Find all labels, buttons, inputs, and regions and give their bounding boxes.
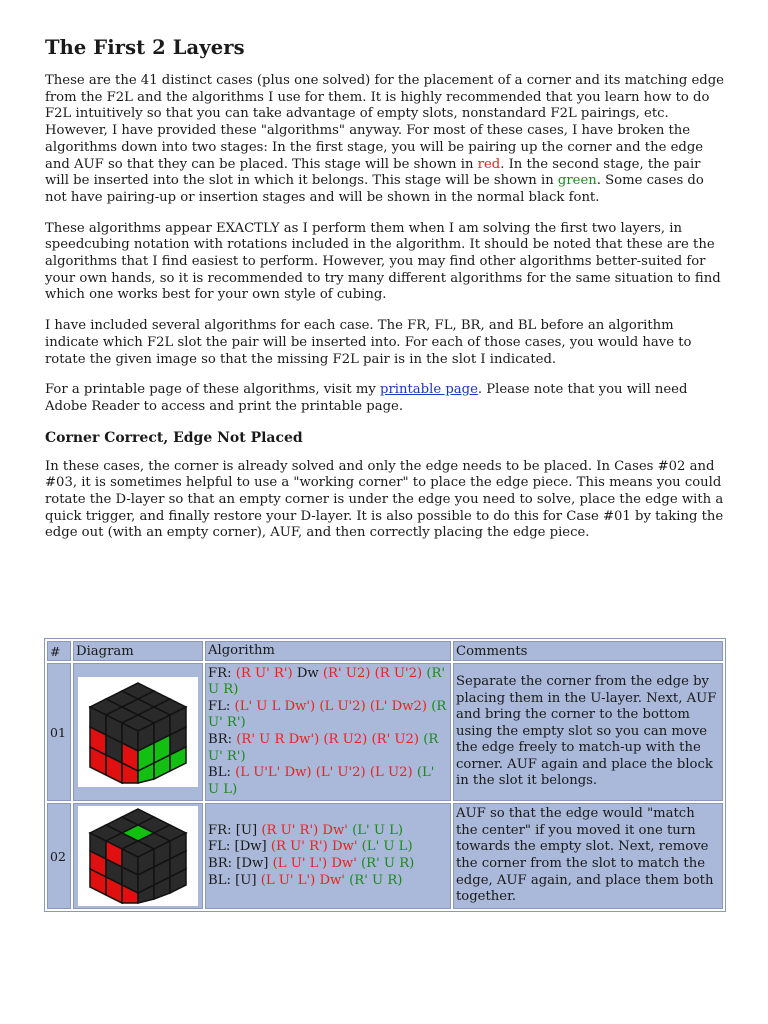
- section-paragraph: In these cases, the corner is already solved and only the edge needs to be placed. In Cases #02 and #03, it is sometimes helpful to use a "working corner" to place the edge piece. This means you could rotate the D-layer so that an empty corner is under the edge you need to solve, place the edge with a quick trigger, and finally restore your D-layer. It is also possible to do this for Case #01 by taking the edge out (with an empty corner), AUF, and then correctly placing the edge piece.: [45, 458, 724, 541]
- algorithm-bl: [208, 765, 448, 798]
- algorithm-br: [208, 732, 448, 765]
- table-header-row: [47, 641, 723, 661]
- pairing-stage: (R' U2) (R U'2): [322, 665, 423, 681]
- slot-label: BR:: [208, 856, 237, 871]
- cube-case-02-icon: [82, 807, 194, 905]
- algorithm-bl: [208, 873, 448, 890]
- pairing-stage: (L' U L Dw') (L U'2) (L' Dw2): [234, 698, 428, 714]
- table-row: [47, 663, 723, 801]
- cube-case-01-icon: [82, 679, 194, 785]
- auf-move: [Dw]: [236, 856, 273, 871]
- slot-label: FL:: [208, 839, 235, 855]
- printable-page-link[interactable]: printable page: [380, 382, 478, 398]
- algorithm-br: [208, 856, 448, 873]
- red-word: red: [477, 156, 501, 172]
- pairing-stage: (R' U R Dw') (R U2) (R' U2): [236, 732, 420, 747]
- slot-label: FL:: [208, 698, 235, 714]
- slot-label: FR:: [208, 665, 236, 681]
- slot-label: BL:: [208, 765, 236, 781]
- algorithm-fl: [208, 699, 448, 732]
- pairing-stage: (L U' L') Dw': [272, 856, 357, 871]
- header-number: #: [47, 641, 71, 661]
- intro-paragraph-2: These algorithms appear EXACTLY as I perform them when I am solving the first two layers, in speedcubing notation with rotations included in the algorithm. It should be noted that these are the algorithms that I find easiest to perform. However, you may find other algorithms better-suited for your own hands, so it is recommended to try many different algorithms for the same situation to find which one works best for your own style of cubing.: [45, 220, 721, 303]
- algorithm-fr: [208, 666, 448, 699]
- pairing-stage: (L U' L') Dw': [260, 872, 345, 888]
- insertion-stage: (R' U R): [356, 856, 415, 871]
- insertion-stage: (R U' R'): [208, 732, 439, 764]
- diagram-cell: [73, 663, 203, 801]
- algorithm-cell: [205, 803, 451, 909]
- diagram-cell: [73, 803, 203, 909]
- header-diagram: Diagram: [73, 641, 203, 661]
- insertion-stage: (L' U L): [357, 839, 413, 855]
- auf-move: [U]: [235, 822, 262, 838]
- green-word: green: [557, 173, 597, 189]
- document-page: [45, 36, 725, 556]
- intro-text: These are the 41 distinct cases (plus one solved) for the placement of a corner and its matching edge from the F2L and the algorithms I use for them. It is highly recommended that you learn how to do F2L intuitively so that you can take advantage of empty slots, nonstandard F2L pairings, etc. However, I have provided these "algorithms" anyway. For most of these cases, I have broken the algorithms down into two stages: In the first stage, you will be pairing up the corner and the edge and AUF so that they can be placed. This stage will be shown in: [45, 73, 724, 172]
- section-heading: Corner Correct, Edge Not Placed: [45, 429, 303, 446]
- pairing-stage: (R U' R') Dw': [270, 839, 358, 855]
- intro-text: . In the second stage, the pair will be inserted into the slot in which it belongs. This stage will be shown in: [45, 156, 701, 189]
- comment-cell: AUF so that the edge would "match the center" if you moved it one turn towards the empty slot. Next, remove the corner from the slot to match the edge, AUF again, and place them both together.: [453, 803, 723, 909]
- intro-text: . Some cases do not have pairing-up or insertion stages and will be shown in the normal black font.: [45, 173, 704, 205]
- algorithm-cell: [205, 663, 451, 801]
- insertion-stage: (R' U R): [344, 872, 403, 888]
- pairing-stage: (L U'L' Dw) (L' U'2) (L U2): [235, 765, 413, 781]
- insertion-stage: (L' U L): [208, 765, 435, 797]
- insertion-stage: (L' U L): [347, 822, 404, 838]
- algorithm-fr: [208, 823, 448, 840]
- neutral-move: Dw: [292, 665, 323, 681]
- slot-label: BL:: [208, 872, 236, 888]
- page-title: The First 2 Layers: [45, 36, 245, 59]
- case-number: 01: [47, 663, 71, 801]
- header-comments: Comments: [453, 641, 723, 661]
- intro-paragraph-3: I have included several algorithms for each case. The FR, FL, BR, and BL before an algorithm indicate which F2L slot the pair will be inserted into. For each of those cases, you would have to rotate the given image so that the missing F2L pair is in the slot I indicated.: [45, 318, 692, 367]
- pairing-stage: (R U' R') Dw': [261, 822, 348, 838]
- auf-move: [U]: [235, 872, 261, 888]
- intro-text: . Please note that you will need Adobe Reader to access and print the printable page.: [45, 382, 688, 414]
- intro-paragraph-4: [45, 382, 725, 415]
- algorithm-fl: [208, 839, 448, 856]
- case-number: 02: [47, 803, 71, 909]
- intro-text: For a printable page of these algorithms, visit my: [45, 382, 381, 398]
- slot-label: FR:: [208, 822, 236, 838]
- comment-cell: Separate the corner from the edge by placing them in the U-layer. Next, AUF and bring the corner to the bottom using the empty slot so you can move the edge freely to match-up with the corner. AUF again and place the block in the slot it belongs.: [453, 663, 723, 801]
- cases-table: [44, 638, 726, 912]
- insertion-stage: (R' U R): [208, 665, 446, 698]
- header-algorithm: Algorithm: [205, 641, 451, 661]
- table-row: [47, 803, 723, 909]
- slot-label: BR:: [208, 732, 237, 747]
- auf-move: [Dw]: [234, 839, 271, 855]
- intro-paragraph-1: [45, 73, 725, 207]
- insertion-stage: (R U' R'): [208, 698, 447, 731]
- pairing-stage: (R U' R'): [235, 665, 293, 681]
